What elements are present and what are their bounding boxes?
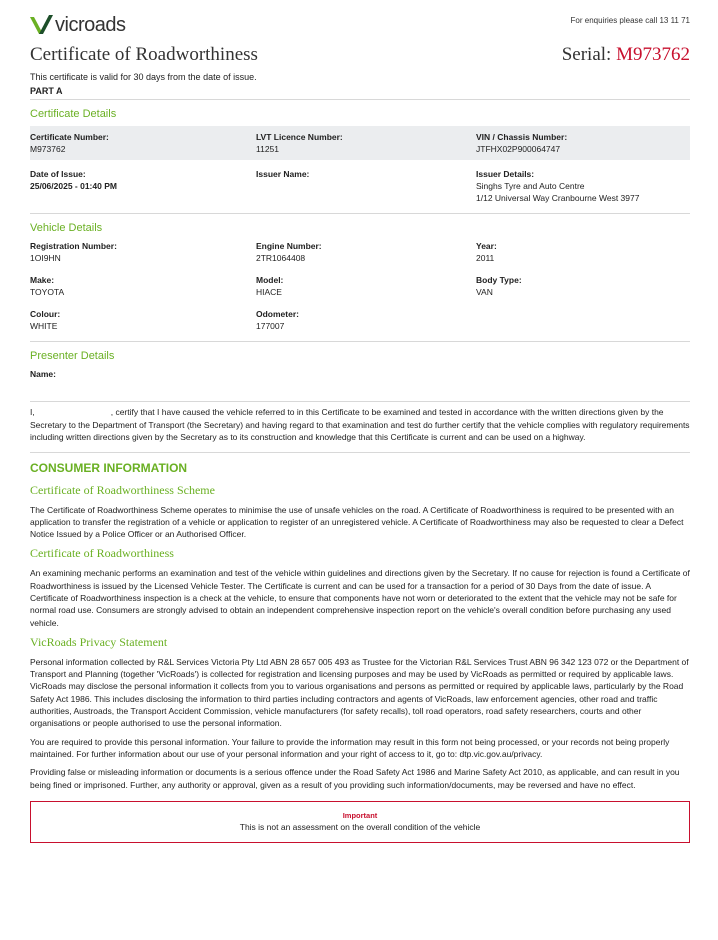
vin-label: VIN / Chassis Number: bbox=[476, 132, 568, 142]
vicroads-tick-icon bbox=[30, 15, 54, 35]
colour-label: Colour: bbox=[30, 309, 61, 319]
vin-number bbox=[476, 126, 690, 160]
make-value: TOYOTA bbox=[30, 287, 65, 297]
top-bar bbox=[30, 0, 690, 42]
certificate-info-title: Certificate of Roadworthiness bbox=[30, 546, 174, 561]
certificate-number-label: Certificate Number: bbox=[30, 132, 109, 142]
presenter-details-title: Presenter Details bbox=[30, 350, 115, 362]
divider bbox=[30, 401, 690, 402]
colour bbox=[30, 303, 256, 337]
date-of-issue bbox=[30, 163, 256, 209]
vehicle-details-row-3 bbox=[30, 303, 690, 337]
divider bbox=[30, 213, 690, 214]
certificate-details-row-2 bbox=[30, 163, 690, 209]
issuer-name bbox=[256, 163, 476, 209]
declaration bbox=[30, 406, 690, 444]
issuer-details-line1: Singhs Tyre and Auto Centre bbox=[476, 181, 585, 191]
privacy-text-1: Personal information collected by R&L Services Victoria Pty Ltd ABN 28 657 005 493 as Trustee for the Victorian R&L Services Trust ABN 96 342 123 072 or the Department of Transport and Planning (together 'VicRoads') is collected for registration and licensing purposes and may be used by VicRoads as permitted or required by applicable laws. VicRoads may disclose the personal information it collects from you to various organisations and persons as permitted or required by applicable laws, particularly by the Road Safety Act 1986. This includes disclosing the information to third parties including contractors and agents of VicRoads, law enforcement agencies, other road and traffic authorities, Austroads, the Transport Accident Commission, vehicle manufacturers (for safety recalls), toll road operators, road safety researchers, courts and other organisations or people authorised to use the personal information. bbox=[30, 656, 689, 729]
vicroads-logo bbox=[30, 12, 125, 37]
scheme-text: The Certificate of Roadworthiness Scheme operates to minimise the use of unsafe vehicles on the road. A Certificate of Roadworthiness is required to be presented with an application to transfer the registration of a vehicle or application to register of an unregistered vehicle. A Certificate of Roadworthiness may also be requested to clear a Defect Notice Issued by a Police Officer or an Authorised Officer. bbox=[30, 504, 684, 540]
year-label: Year: bbox=[476, 241, 497, 251]
issuer-name-label: Issuer Name: bbox=[256, 169, 310, 179]
important-text: This is not an assessment on the overall condition of the vehicle bbox=[239, 822, 481, 833]
odometer-label: Odometer: bbox=[256, 309, 299, 319]
serial bbox=[562, 44, 690, 66]
year bbox=[476, 240, 690, 269]
model-value: HIACE bbox=[256, 287, 282, 297]
body-type-label: Body Type: bbox=[476, 275, 522, 285]
vin-value: JTFHX02P900064747 bbox=[476, 144, 561, 154]
registration-number bbox=[30, 240, 256, 269]
date-of-issue-value: 25/06/2025 - 01:40 PM bbox=[30, 181, 117, 191]
presenter-name-label: Name: bbox=[30, 369, 56, 379]
issuer-details bbox=[476, 163, 690, 209]
privacy-title: VicRoads Privacy Statement bbox=[30, 634, 168, 649]
odometer-value: 177007 bbox=[256, 321, 285, 331]
part-label: PART A bbox=[30, 86, 63, 96]
certificate-details-row-1 bbox=[30, 126, 690, 160]
model bbox=[256, 269, 476, 303]
year-value: 2011 bbox=[476, 253, 495, 263]
declaration-text: , certify that I have caused the vehicle referred to in this Certificate to be examined and tested in accordance with the written directions given by the Secretary to the Department of Transport (the Secretary) and having regard to that examination and test do further certify that the vehicle complies with regulatory requirements including written directions given by the Secretary as to its construction and knowledge that this Certificate is current and can be used on a highway. bbox=[30, 407, 690, 442]
title-row bbox=[30, 42, 690, 70]
make bbox=[30, 269, 256, 303]
vehicle-details-row-1 bbox=[30, 240, 690, 269]
vehicle-details-row-2 bbox=[30, 269, 690, 303]
certificate-details-title: Certificate Details bbox=[30, 108, 117, 120]
make-label: Make: bbox=[30, 275, 55, 285]
engine-number bbox=[256, 240, 476, 269]
lvt-licence-number bbox=[256, 126, 476, 160]
body-type-value: VAN bbox=[476, 287, 493, 297]
certificate-info-text: An examining mechanic performs an examination and test of the vehicle within guidelines and directions given by the Secretary. If no cause for rejection is found a Certificate of Roadworthiness is issued by the Licensed Vehicle Tester. The Certificate is current and can be used for a transaction for a period of 30 Days from the date of issue. A Certificate of Roadworthiness inspection is a check at the vehicle, to ensure that components have not worn or deteriorated to the extent that the vehicle may not be safe for normal road use. Consumers are strongly advised to obtain an independent comprehensive inspection report on the vehicle's overall condition before purchasing any used vehicle. bbox=[30, 568, 690, 628]
privacy-text-2: You are required to provide this personal information. Your failure to provide the information may result in this form not being processed, or your records not being properly maintained. For further information about our use of your personal information and your right of access to it, go to: dtp.vic.gov.au/privacy. bbox=[30, 736, 670, 759]
certificate-number-value: M973762 bbox=[30, 144, 66, 154]
issuer-details-label: Issuer Details: bbox=[476, 169, 535, 179]
serial-label: Serial: bbox=[561, 44, 612, 65]
privacy-text-3: Providing false or misleading information or documents is a serious offence under the Road Safety Act 1986 and Marine Safety Act 2010, as applicable, and can result in you being fined or imprisoned. Further, any authority or approval, given as a result of you providing such information/documents, may be reversed and have no effect. bbox=[30, 767, 680, 790]
divider bbox=[30, 452, 690, 453]
divider bbox=[30, 99, 690, 100]
issuer-details-line2: 1/12 Universal Way Cranbourne West 3977 bbox=[476, 193, 640, 203]
important-notice bbox=[30, 801, 690, 843]
model-label: Model: bbox=[256, 275, 284, 285]
colour-value: WHITE bbox=[30, 321, 58, 331]
certificate-page bbox=[30, 0, 690, 843]
validity-note: This certificate is valid for 30 days from the date of issue. bbox=[30, 72, 257, 82]
presenter-name bbox=[30, 368, 690, 399]
serial-value: M973762 bbox=[616, 44, 690, 65]
odometer bbox=[256, 303, 476, 337]
divider bbox=[30, 341, 690, 342]
scheme-title: Certificate of Roadworthiness Scheme bbox=[30, 482, 215, 497]
vehicle-details-title: Vehicle Details bbox=[30, 222, 103, 234]
registration-label: Registration Number: bbox=[30, 241, 117, 251]
certificate-number bbox=[30, 126, 256, 160]
body-type bbox=[476, 269, 690, 303]
declaration-prefix: I, bbox=[30, 407, 35, 417]
page-title: Certificate of Roadworthiness bbox=[30, 44, 258, 65]
brand-name: vicroads bbox=[55, 14, 126, 36]
engine-value: 2TR1064408 bbox=[256, 253, 306, 263]
enquiries-text: For enquiries please call 13 11 71 bbox=[570, 16, 690, 25]
lvt-licence-value: 11251 bbox=[256, 144, 280, 154]
consumer-information-title: CONSUMER INFORMATION bbox=[30, 460, 188, 475]
date-of-issue-label: Date of Issue: bbox=[30, 169, 86, 179]
lvt-licence-label: LVT Licence Number: bbox=[256, 132, 343, 142]
registration-value: 1OI9HN bbox=[30, 253, 61, 263]
important-label: Important bbox=[342, 811, 378, 821]
engine-label: Engine Number: bbox=[256, 241, 322, 251]
